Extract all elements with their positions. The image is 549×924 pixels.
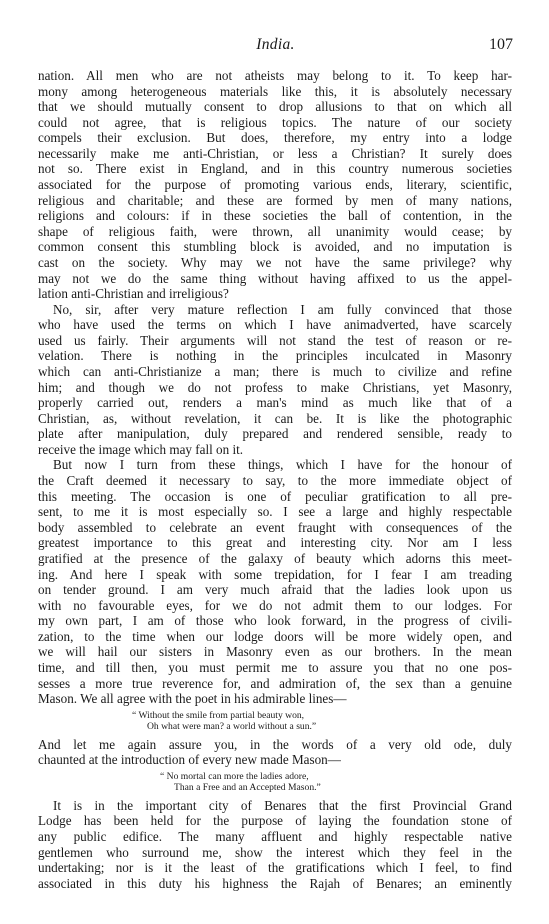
- text-line: ing. And here I speak with some trepidation, for I fear I am treading: [38, 566, 512, 582]
- text-line: And let me again assure you, in the words of a very old ode, duly: [38, 736, 512, 752]
- text-line: could not agree, that is religious topics. The nature of our society: [38, 114, 512, 130]
- verse-quote: [38, 768, 512, 798]
- body-text: [38, 68, 512, 891]
- text-line: velation. There is nothing in the principles inculcated in Masonry: [38, 348, 512, 364]
- text-line: It is in the important city of Benares that the first Provincial Grand: [53, 797, 512, 813]
- text-line: used us fairly. Their arguments will not stand the test of reason or re-: [38, 332, 512, 348]
- page-header: [38, 36, 513, 56]
- running-head: India.: [256, 36, 295, 53]
- text-line: nation. All men who are not atheists may belong to it. To keep har-: [38, 68, 512, 83]
- text-line: compels their exclusion. But does, therefore, my entry into a lodge: [38, 130, 512, 146]
- text-line: sent, to me it is most especially so. I see a large and highly respectable: [38, 504, 512, 520]
- text-line: associated in this duty his highness the Rajah of Benares; an eminently: [38, 875, 512, 891]
- text-line: greatest importance to this great and interesting city. Nor am I less: [38, 535, 512, 551]
- text-line: associated for the purpose of promoting various ends, literary, scientific,: [38, 177, 512, 193]
- text-line: mony among heterogeneous materials like this, it is absolutely necessary: [38, 83, 512, 99]
- text-line: religious and charitable; and these are formed by men of many nations,: [38, 192, 512, 208]
- verse-line: “ No mortal can more the ladies adore,: [160, 770, 309, 782]
- text-line: on tender ground. I am very much afraid that the ladies look upon us: [38, 582, 512, 598]
- text-line: gentlemen who surround me, show the interest which they feel in the: [38, 844, 512, 860]
- text-line: sesses a more true reverence for, and admiration of, the sex than a genuine: [38, 675, 512, 691]
- text-line: we will hail our sisters in Masonry even as our brothers. In the mean: [38, 644, 512, 660]
- text-line: properly carried out, renders a man's mind as much like that of a: [38, 395, 512, 411]
- verse-line: “ Without the smile from partial beauty won,: [132, 709, 305, 721]
- text-line: But now I turn from these things, which I have for the honour of: [53, 457, 512, 473]
- text-line: body assembled to celebrate an event fraught with consequences of the: [38, 519, 512, 535]
- text-line: this meeting. The occasion is one of peculiar gratification to all pre-: [38, 488, 512, 504]
- text-line: No, sir, after very mature reflection I am fully convinced that those: [53, 301, 512, 317]
- text-line: plate after manipulation, duly prepared and rendered sensible, ready to: [38, 426, 512, 442]
- text-line: time, and till then, you must permit me to assure you that no one pos-: [38, 659, 512, 675]
- page-number: 107: [489, 36, 513, 53]
- verse-line: Oh what were man? a world without a sun.”: [147, 721, 317, 733]
- text-line: him; and though we do not profess to make Christians, yet Masonry,: [38, 379, 512, 395]
- verse-quote: [38, 707, 512, 737]
- text-line: the Craft deemed it necessary to say, to the more immediate object of: [38, 473, 512, 489]
- text-line: my own part, I am of those who look forward, in the progress of civili-: [38, 613, 512, 629]
- text-line: that we should mutually consent to drop allusions to that on which all: [38, 99, 512, 115]
- text-line: cast on the society. Why may we not have the same privilege? why: [38, 254, 512, 270]
- text-line: gratified at the presence of the galaxy of beauty which adorns this meet-: [38, 550, 512, 566]
- text-line: undertaking; nor is it the least of the gratifications which I feel, to find: [38, 860, 512, 876]
- text-line: necessarily make me anti-Christian, or less a Christian? It surely does: [38, 145, 512, 161]
- text-line: any public edifice. The many affluent and highly respectable native: [38, 829, 512, 845]
- text-line: Mason. We all agree with the poet in his admirable lines—: [38, 691, 347, 707]
- text-line: zation, to the time when our lodge doors will be more widely open, and: [38, 628, 512, 644]
- text-line: receive the image which may fall on it.: [38, 441, 244, 457]
- text-line: Christian, as, without revelation, it can be. It is like the photographic: [38, 410, 512, 426]
- text-line: chaunted at the introduction of every new made Mason—: [38, 752, 341, 768]
- text-line: shape of religious faith, were thrown, all unanimity would cease; by: [38, 223, 512, 239]
- text-line: with no favourable eyes, for we do not admit them to our lodges. For: [38, 597, 512, 613]
- text-line: common consent this stumbling block is avoided, and no imputation is: [38, 239, 512, 255]
- text-line: not so. There exist in England, and in this country numerous societies: [38, 161, 512, 177]
- text-line: who have used the terms on which I have animadverted, have scarcely: [38, 317, 512, 333]
- text-line: which can anti-Christianize a man; there is much to civilize and refine: [38, 363, 512, 379]
- text-line: may not we do the same thing without having affixed to us the appel-: [38, 270, 512, 286]
- verse-line: Than a Free and an Accepted Mason.”: [174, 782, 321, 794]
- text-line: lation anti-Christian and irreligious?: [38, 286, 229, 302]
- text-line: Lodge has been held for the purpose of laying the foundation stone of: [38, 813, 512, 829]
- text-line: religions and colours: if in these societies the ball of contention, in the: [38, 208, 512, 224]
